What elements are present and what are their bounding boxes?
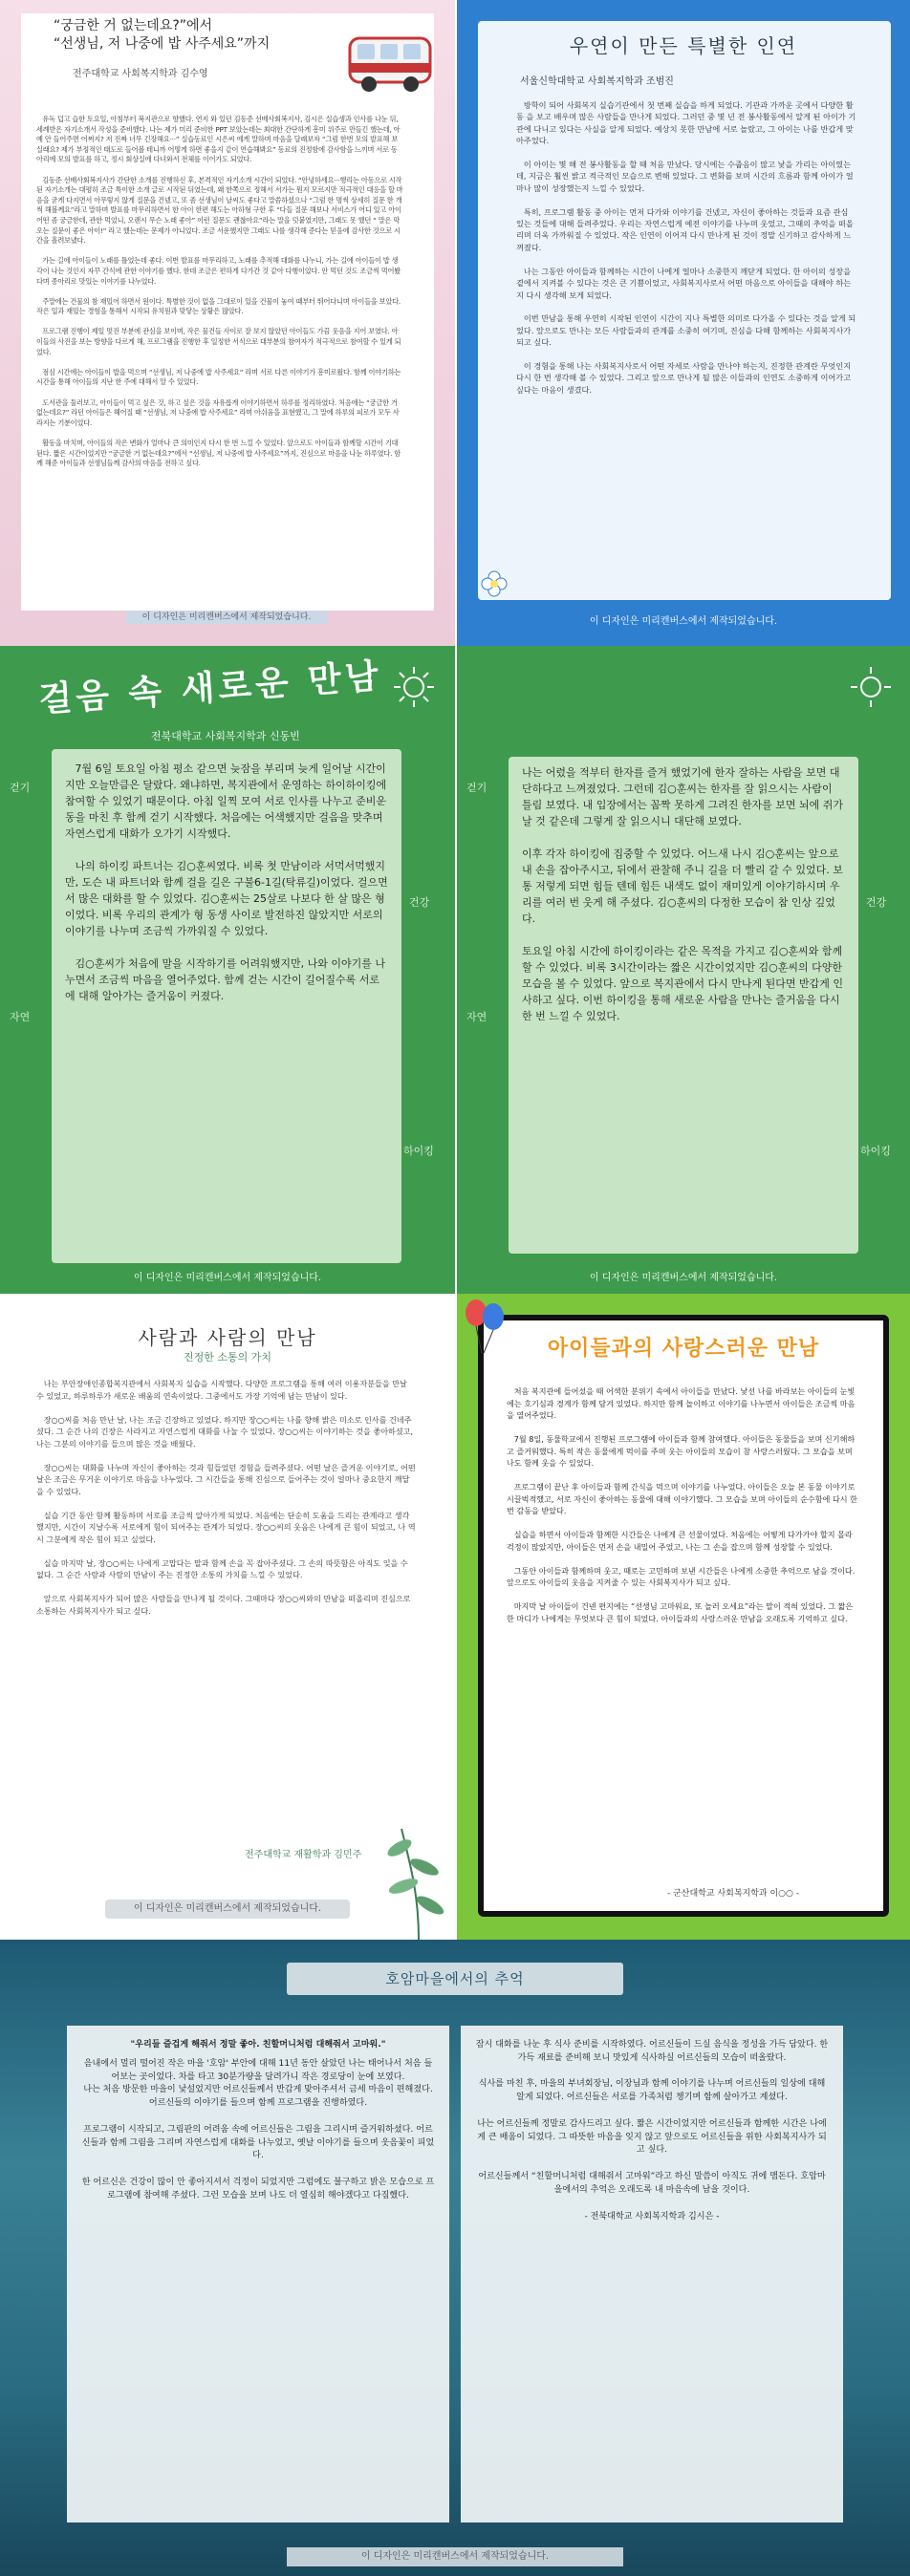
article-author: 전주대학교 재활학과 김민주 [245, 1850, 362, 1860]
design-credit: 이 디자인은 미리캔버스에서 제작되었습니다. [133, 1273, 322, 1283]
article-panel-5 [0, 1294, 455, 1940]
article-author: 서울신학대학교 사회복지학과 조범진 [520, 76, 674, 87]
bus-icon [346, 34, 434, 96]
side-label: 하이킹 [403, 1145, 434, 1157]
article-body: 7월 6일 토요일 아침 평소 같으면 늦잠을 부리며 늦게 일어날 시간이지만 오늘만큼은 달랐다. 왜냐하면, 복지관에서 운영하는 하이하이킹에 참여할 수 있었기 때문이다. 아침 일찍 모여 서로 인사를 나누고 준비운동을 마친 후 함께 걷기 시작했다. 처음에는 어색했지만 걸음을 맞추며 자연스럽게 대화가 오가기 시작했다. 나의 하이킹 파트너는 김○훈씨였다. 비록 첫 만남이라 서먹서먹했지만, 도슨 내 파트너와 함께 걸을 길은 구불6-1길(탁류길)이었다. 걸으면서 많은 대화를 할 수 있었다. 김○훈씨는 25살로 나보다 한 살 많은 형이었다. 비록 우리의 관계가 형 동생 사이로 발전하진 않았지만 서로의 이야기를 나누며 조금씩 가까워질 수 있었다. 김○훈씨가 처음에 말을 시작하기를 어려워했지만, 나와 이야기를 나누면서 조금씩 마음을 열어주었다. 함께 걷는 시간이 길어질수록 서로에 대해 알아가는 즐거움이 커졌다. [65, 762, 388, 1002]
title-line-1: “궁금한 거 없는데요?”에서 [54, 18, 213, 33]
design-credit: 이 디자인은 미리캔버스에서 제작되었습니다. [105, 1900, 350, 1919]
article-title [54, 17, 340, 54]
side-label: 걷기 [10, 782, 31, 794]
side-label: 건강 [409, 896, 430, 909]
article-panel-2 [457, 0, 910, 646]
article-panel-1 [0, 0, 455, 646]
side-label: 건강 [866, 896, 887, 909]
quote-heading: "우리들 즐겁게 해줘서 정말 좋아. 친할머니처럼 대해줘서 고마워." [130, 2040, 386, 2050]
side-label: 하이킹 [860, 1145, 891, 1157]
article-title: 호암마을에서의 추억 [287, 1963, 623, 1995]
article-body: 유독 덥고 습한 토요일, 아침부터 복지관으로 향했다. 연지 와 있던 김동준 선배사회복지사, 김시은 실습생과 인사를 나눈 뒤, 세례받은 자기소개서 작성을 준비했다. 나는 제가 미리 준비한 PPT 보았는데는 최대한 간단하게 흥미 위주로 만들긴 했는데, 아예 안 들어주면 어쩌지? 저 진짜 너무 긴장해요···” 실습동료인 시은씨 에게 말하며 마음을 달래보자 “그럼 한번 모의 발표해 보실래요? 제가 부정적인 태도로 들어볼 테니까 어떻게 하면 좋을지 같이 연습해봐요” 동료의 진정함에 감사함을 느끼며 서로 동아리에 모의 발표를 하고, 정시 회상실에 다녀와서 전체를 이어가도 되었다. 김동준 선배사회복지사가 간단한 소개를 진행하신 후, 본격적인 자기소개 시간이 되었다. “안녕하세요···행리는 아동으로 시작된 자기소개는 대평히 조금 특이한 소개 글로 시작된 뒤였는데, 왜 한쪽으로 정해서 서가는 뭔지 모르지만 적극적인 대응을 할 마음을 굳게 다지면서 아무렇지 않게 질문을 건넸고, 또 좀 선생님이 날씨도 좋다고 말씀하셨으나 “그럼 한 명씩 상세히 질문 한 개씩 해볼께요”라고 말하며 발표를 마무리하면서 한 아이 한편 해도는 아하형 구한 후 “다들 질문 해보나 서비스가 어디 있고 아이 어떤 좀 궁금한데, 관한 먹었니, 오랜시 무슨 노래 좋아” 이런 질문도 괜찮아요”라는 말을 덧붙였지만, 그래도 못 했던 “ 말은 막 오는 질문이 좋은 아이!” 라고 했는데는 문제가 아니었다. 조금 서운했지만 그래도 나를 생각해 준다는 믿음에 감사한 것으로 시간을 흘려보냈다. 가는 길에 아이들이 노래를 틀었는데 좋다. 이번 발표를 마무리하고, 노래를 추적해 대화를 나누니, 가는 길에 아이들이 밥 생각이 나는 것인지 자꾸 간식에 관한 이야기를 했다. 한데 조금은 편하게 다가간 것 같아 다행이었다. 안 먹던 것도 조금씩 먹어봤다며 종아리로 맛있는 이야기를 나누었다. 주말에는 건물의 참 재밌어 하면서 원이다. 특별한 것이 없을 그대로이 있을 건물이 놓여 때부터 뛰어다니며 아이들을 보았다. 작은 일과 재밌는 경험을 통해서 시작되 유치원과 맞닿는 상황은 많았다. 프로그램 진행이 제일 멋진 부분에 관심을 보이며, 작은 물건들 사이로 잘 보지 않았던 아이들도 가끔 웃음을 지어 보였다. 아이들의 사진을 보는 방향을 다르게 해, 프로그램을 진행한 후 일정한 서식으로 대부분의 참여자가 적극적으로 참여할 수 있게 되었다. 점심 시간에는 아이들이 밥을 먹으며 “선생님, 저 나중에 밥 사주세요” 라며 서로 다른 이야기가 흥미로웠다. 함께 이야기하는 시간을 통해 아이들의 지난 한 주에 대해서 알 수 있었다. 도서관을 둘러보고, 아이들이 먹고 싶은 것, 하고 싶은 것을 자유롭게 이야기하면서 하루를 정리하였다. 처음에는 “궁금한 거 없는데요?” 라던 아이들은 헤어질 때 “선생님, 저 나중에 밥 사주세요” 라며 아쉬움을 표현했고, 그 말에 하루의 피로가 모두 사라지는 기분이었다. 활동을 마치며, 아이들의 작은 변화가 얼마나 큰 의미인지 다시 한 번 느낄 수 있었다. 앞으로도 아이들과 함께할 시간이 기대된다. 짧은 시간이었지만 “궁금한 거 없는데요?”에서 “선생님, 저 나중에 밥 사주세요”까지, 진심으로 마음을 나눈 하루였다. 함께 해준 아이들과 선생님들께 감사의 마음을 전하고 싶다. [36, 115, 403, 468]
article-panel-7 [0, 1940, 910, 2576]
article-title: 우연이 만든 특별한 인연 [569, 34, 798, 57]
side-label: 자연 [466, 1011, 488, 1023]
article-body: 처음 복지관에 들어섰을 때 어색한 분위기 속에서 아이들을 만났다. 낯선 나를 바라보는 아이들의 눈빛에는 호기심과 경계가 함께 담겨 있었다. 하지만 함께 놀이하고 이야기를 나누면서 아이들은 조금씩 마음을 열어주었다. 7월 8일, 동물학교에서 진행된 프로그램에 아이들과 함께 참여했다. 아이들은 동물들을 보며 신기해하고 즐거워했다. 특히 작은 동물에게 먹이를 주며 웃는 아이들의 모습이 참 사랑스러웠다. 그 모습을 보며 나도 함께 웃을 수 있었다. 프로그램이 끝난 후 아이들과 함께 간식을 먹으며 이야기를 나누었다. 아이들은 오늘 본 동물 이야기로 시끌벅적했고, 서로 자신이 좋아하는 동물에 대해 이야기했다. 그 모습을 보며 아이들의 순수함에 다시 한 번 감동을 받았다. 실습을 하면서 아이들과 함께한 시간들은 나에게 큰 선물이었다. 처음에는 어떻게 다가가야 할지 몰라 걱정이 많았지만, 아이들은 먼저 손을 내밀어 주었고, 나는 그 손을 잡으며 함께 성장할 수 있었다. 그동안 아이들과 함께하며 웃고, 때로는 고민하며 보낸 시간들은 나에게 소중한 추억으로 남을 것이다. 앞으로도 아이들의 웃음을 지켜줄 수 있는 사회복지사가 되고 싶다. 마지막 날 아이들이 건넨 편지에는 “선생님 고마워요, 또 놀러 오세요”라는 말이 적혀 있었다. 그 짧은 한 마디가 나에게는 무엇보다 큰 힘이 되었다. 아이들과의 사랑스러운 만남을 오래도록 기억하고 싶다. [507, 1386, 857, 1623]
article-subtitle: 진정한 소통의 가치 [183, 1351, 271, 1363]
design-credit: 이 디자인은 미리캔버스에서 제작되었습니다. [287, 2547, 623, 2566]
article-body: 방학이 되어 사회복지 실습기관에서 첫 번째 실습을 하게 되었다. 기관과 가까운 곳에서 다양한 활동 을 보고 배우며 많은 사람들을 만나게 되었다. 그러던 중 몇 년 전 봉사활동에서 알게 된 아이가 기관에 다니고 있다는 사실을 알게 되었다. 예상치 못한 만남에 서로 놀랐고, 그 아이는 나를 반갑게 맞아주었다. 이 아이는 몇 해 전 봉사활동을 할 때 처음 만났다. 당시에는 수줍음이 많고 낯을 가리는 아이였는데, 지금은 훨씬 밝고 적극적인 모습으로 변해 있었다. 그 변화를 보며 시간의 흐름과 함께 아이가 얼마나 많이 성장했는지 느낄 수 있었다. 특히, 프로그램 활동 중 아이는 먼저 다가와 이야기를 건넸고, 자신이 좋아하는 것들과 요즘 관심 있는 것들에 대해 들려주었다. 우리는 자연스럽게 예전 이야기를 나누며 웃었고, 그때의 추억을 떠올리며 더욱 가까워질 수 있었다. 작은 인연이 이어져 다시 만나게 된 것이 정말 신기하고 감사하게 느껴졌다. 나는 그동안 아이들과 함께하는 시간이 나에게 얼마나 소중한지 깨닫게 되었다. 한 아이의 성장을 곁에서 지켜볼 수 있다는 것은 큰 기쁨이었고, 사회복지사로서 어떤 마음으로 아이들을 대해야 하는지 다시 생각해 보게 되었다. 이번 만남을 통해 우연히 시작된 인연이 시간이 지나 특별한 의미로 다가올 수 있다는 것을 알게 되었다. 앞으로도 만나는 모든 사람들과의 관계를 소중히 여기며, 진심을 다해 함께하는 사회복지사가 되고 싶다. 이 경험을 통해 나는 사회복지사로서 어떤 자세로 사람을 만나야 하는지, 진정한 관계란 무엇인지 다시 한 번 생각해 볼 수 있었다. 그리고 앞으로 만나게 될 많은 이들과의 인연도 소중하게 이어가고 싶다는 마음이 생겼다. [516, 100, 856, 395]
article-body: 나는 부안장애인종합복지관에서 사회복지 실습을 시작했다. 다양한 프로그램을 통해 여러 이용자분들을 만날 수 있었고, 하루하루가 새로운 배움의 연속이었다. 그중에서도 가장 기억에 남는 만남이 있다. 장○○씨를 처음 만난 날, 나는 조금 긴장하고 있었다. 하지만 장○○씨는 나를 향해 밝은 미소로 인사를 건네주셨다. 그 순간 나의 긴장은 사라지고 자연스럽게 대화를 나눌 수 있었다. 장○○씨는 이야기하는 것을 좋아하셨고, 나는 그분의 이야기를 들으며 많은 것을 배웠다. 장○○씨는 대화를 나누며 자신이 좋아하는 것과 힘들었던 경험을 들려주셨다. 어떤 날은 즐거운 이야기로, 어떤 날은 조금은 무거운 이야기로 마음을 나누었다. 그 시간들을 통해 진심으로 들어주는 것이 얼마나 중요한지 깨달을 수 있었다. 실습 기간 동안 함께 활동하며 서로를 조금씩 알아가게 되었다. 처음에는 단순히 도움을 드리는 관계라고 생각했지만, 시간이 지날수록 서로에게 힘이 되어주는 관계가 되었다. 장○○씨의 웃음은 나에게 큰 힘이 되었고, 나 역시 그분에게 작은 힘이 되고 싶었다. 실습 마지막 날, 장○○씨는 나에게 고맙다는 말과 함께 손을 꼭 잡아주셨다. 그 손의 따뜻함은 아직도 잊을 수 없다. 그 순간 사람과 사람의 만남이 주는 진정한 소통의 가치를 느낄 수 있었다. 앞으로 사회복지사가 되어 많은 사람들을 만나게 될 것이다. 그때마다 장○○씨와의 만남을 떠올리며 진심으로 소통하는 사회복지사가 되고 싶다. [36, 1379, 416, 1616]
article-panel-3 [0, 646, 455, 1294]
article-title: 사람과 사람의 만남 [138, 1326, 317, 1349]
article-title: 걸음 속 새로운 만남 [37, 656, 384, 720]
design-credit: 이 디자인은 미리캔버스에서 제작되었습니다. [589, 616, 778, 627]
side-label: 걷기 [466, 782, 488, 794]
article-title: 아이들과의 사랑스러운 만남 [547, 1337, 820, 1361]
article-body-left [80, 2039, 436, 2203]
flower-icon [480, 569, 509, 598]
article-body: 나는 어렸을 적부터 한자를 즐겨 했었기에 한자 잘하는 사람을 보면 대단하다고 느껴졌었다. 그런데 김○훈씨는 한자를 잘 읽으시는 사람이 틀림 보였다. 내 입장에서는 꼼짝 못하게 그려진 한자를 보면 뇌에 쥐가 날 것 같은데 그렇게 잘 읽으시니 대단해 보였다. 이후 각자 하이킹에 집중할 수 있었다. 어느새 나시 김○훈씨는 앞으로 내 손을 잡아주시고, 뒤에서 관찰해 주니 길을 더 빨리 갈 수 있었다. 보통 저렇게 되면 힘들 텐데 힘든 내색도 없이 재미있게 이야기하시며 우리를 여러 번 웃게 해 주셨다. 김○훈씨의 다정한 모습이 참 인상 깊었다. 토요일 아침 시간에 하이킹이라는 같은 목적을 가지고 김○훈씨와 함께할 수 있었다. 비록 3시간이라는 짧은 시간이었지만 김○훈씨의 다양한 모습을 볼 수 있었다. 앞으로 복지관에서 다시 만나게 된다면 반갑게 인사하고 싶다. 이번 하이킹을 통해 새로운 사람을 만나는 즐거움을 다시 한 번 느낄 수 있었다. [522, 766, 843, 1022]
title-line-2: “선생님, 저 나중에 밥 사주세요”까지 [54, 36, 271, 52]
balloons-icon [461, 1298, 509, 1355]
side-label: 자연 [10, 1011, 31, 1023]
article-author: - 전북대학교 사회복지학과 김시은 - [584, 2211, 720, 2222]
article-author: - 군산대학교 사회복지학과 이○○ - [667, 1889, 799, 1899]
sun-icon [849, 665, 893, 709]
article-author: 전주대학교 사회복지학과 김수영 [73, 69, 208, 79]
article-panel-4 [457, 646, 910, 1294]
design-credit: 이 디자인은 미리캔버스에서 제작되었습니다. [589, 1273, 778, 1283]
design-credit: 이 디자인은 미리캔버스에서 제작되었습니다. [126, 611, 327, 624]
article-body-text: 잠시 대화를 나눈 후 식사 준비를 시작하였다. 어르신들이 드실 음식을 정성을 가득 담았다. 한가득 재료를 준비해 보니 맛있게 식사하실 어르신들의 모습이 떠올랐다. 식사를 마친 후, 마을의 부녀회장님, 이장님과 함께 이야기를 나누며 어르신들의 일상에 대해 알게 되었다. 어르신들은 서로를 가족처럼 챙기며 함께 살아가고 계셨다. 나는 어르신들께 정말로 감사드리고 싶다. 짧은 시간이었지만 어르신들과 함께한 시간은 나에게 큰 배움이 되었다. 그 따뜻한 마음을 잊지 않고 앞으로도 어르신들을 위한 사회복지사가 되고 싶다. 어르신들께서 “친할머니처럼 대해줘서 고마워”라고 하신 말씀이 아직도 귀에 맴돈다. 호암마을에서의 추억은 오래도록 내 마음속에 남을 것이다. [475, 2040, 829, 2195]
article-panel-6 [457, 1294, 910, 1940]
article-body-right [474, 2039, 830, 2223]
sun-icon [392, 665, 436, 709]
article-body-text: 음내에서 멀리 떨어진 작은 마을 '호암' 부안에 대해 11년 동안 살았던 나는 태어나서 처음 들어보는 곳이었다. 차를 타고 30분가량을 달려가니 작은 경로당이 눈에 보였다. 나는 처음 방문한 마을이 낯설었지만 어르신들께서 반갑게 맞아주셔서 금세 마음이 편해졌다. 어르신들의 이야기를 들으며 함께 프로그램을 진행하였다. 프로그램이 시작되고, 그림판의 어려움 속에 어르신들은 그림을 그리시며 즐거워하셨다. 어르신들과 함께 그림을 그리며 자연스럽게 대화를 나누었고, 옛날 이야기를 들으며 웃음꽃이 피었다. 한 어르신은 건강이 많이 안 좋아지셔서 걱정이 되었지만 그럼에도 불구하고 밝은 모습으로 프로그램에 참여해 주셨다. 그런 모습을 보며 나도 더 열심히 해야겠다고 다짐했다. [81, 2058, 435, 2200]
plant-icon [382, 1791, 455, 1940]
article-author: 전북대학교 사회복지학과 신동빈 [151, 730, 300, 742]
